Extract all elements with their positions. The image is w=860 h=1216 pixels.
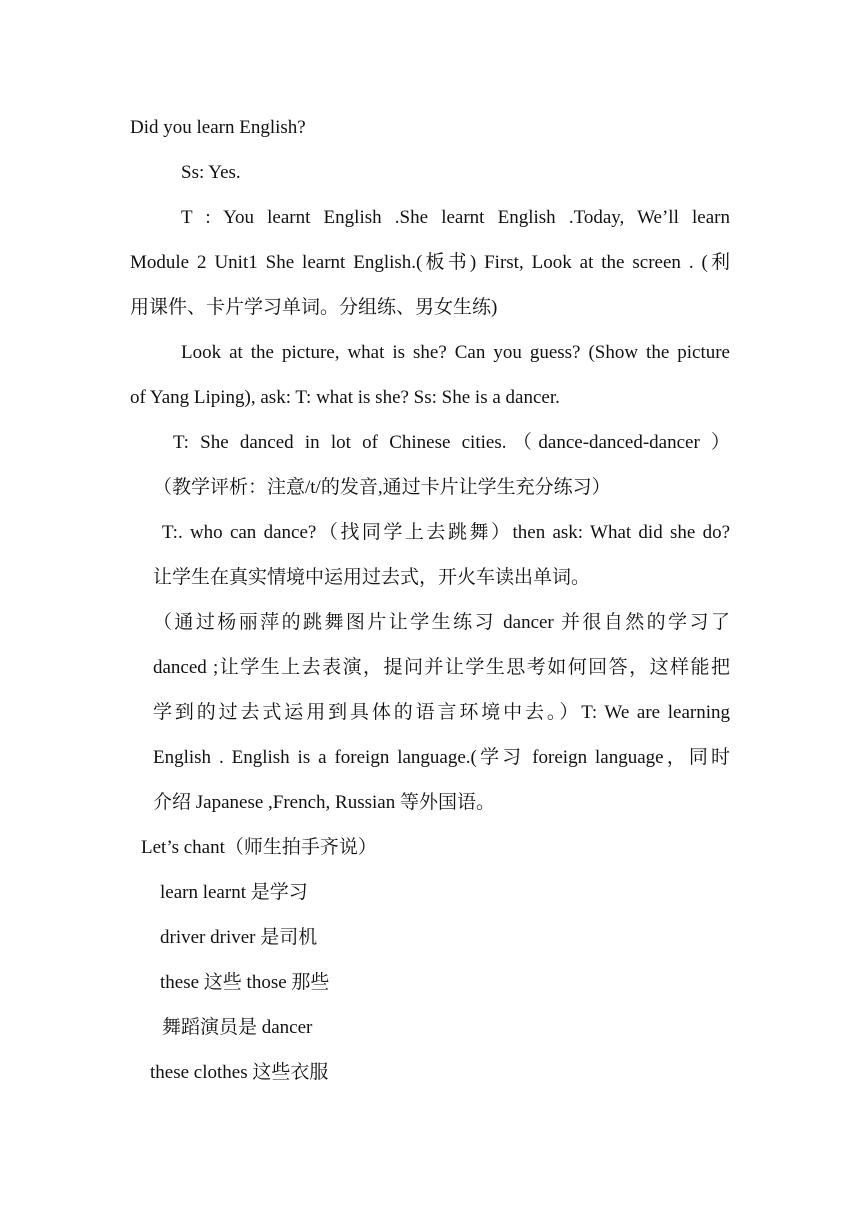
text-line-2: Ss: Yes. bbox=[181, 162, 241, 183]
chant-line-3: these 这些 those 那些 bbox=[160, 972, 330, 993]
text-line-9: （教学评析：注意/t/的发音,通过卡片让学生充分练习） bbox=[153, 477, 611, 498]
chant-line-1: learn learnt 是学习 bbox=[160, 882, 308, 903]
text-line-12: （通过杨丽萍的跳舞图片让学生练习 dancer 并很自然的学习了 bbox=[153, 612, 730, 633]
text-line-7: of Yang Liping), ask: T: what is she? Ss: She is a dancer. bbox=[130, 387, 560, 408]
text-line-5: 用课件、卡片学习单词。分组练、男女生练) bbox=[130, 297, 498, 318]
chant-line-2: driver driver 是司机 bbox=[160, 927, 318, 948]
text-line-8: T: She danced in lot of Chinese cities.（dance-danced-dancer ） bbox=[173, 432, 730, 453]
text-line-14: 学到的过去式运用到具体的语言环境中去。）T: We are learning bbox=[153, 702, 730, 723]
text-line-15: English . English is a foreign language.(学习 foreign language，同时 bbox=[153, 747, 730, 768]
text-line-3: T : You learnt English .She learnt English .Today, We’ll learn bbox=[181, 207, 730, 228]
text-line-13: danced ;让学生上去表演，提问并让学生思考如何回答，这样能把 bbox=[153, 657, 730, 678]
chant-heading: Let’s chant（师生拍手齐说） bbox=[141, 837, 377, 858]
chant-line-4: 舞蹈演员是 dancer bbox=[162, 1017, 313, 1038]
text-line-11: 让学生在真实情境中运用过去式，开火车读出单词。 bbox=[153, 567, 591, 588]
text-line-10: T:. who can dance?（找同学上去跳舞）then ask: What did she do? bbox=[162, 522, 730, 543]
chant-line-5: these clothes 这些衣服 bbox=[150, 1062, 329, 1083]
text-line-1: Did you learn English? bbox=[130, 117, 306, 138]
text-line-16: 介绍 Japanese ,French, Russian 等外国语。 bbox=[153, 792, 495, 813]
text-line-4: Module 2 Unit1 She learnt English.(板书) First, Look at the screen . (利 bbox=[130, 252, 730, 273]
text-line-6: Look at the picture, what is she? Can you guess? (Show the picture bbox=[181, 342, 730, 363]
